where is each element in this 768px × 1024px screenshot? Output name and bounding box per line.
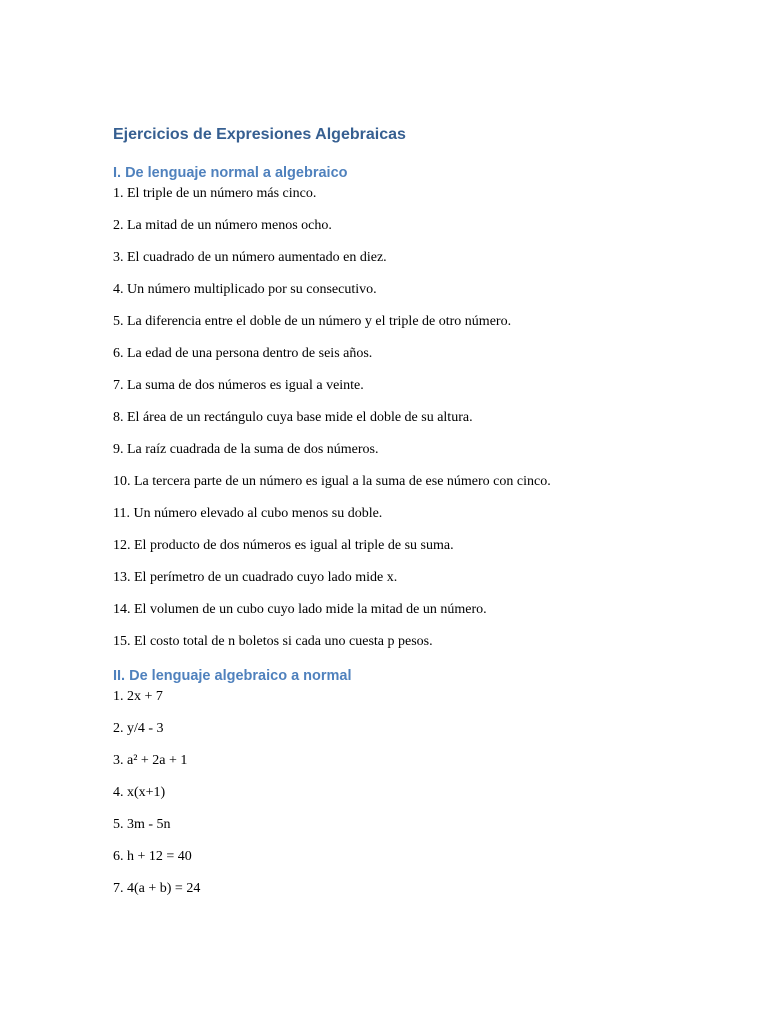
- exercise-item: 5. La diferencia entre el doble de un número y el triple de otro número.: [113, 314, 512, 329]
- exercise-item: 7. La suma de dos números es igual a veinte.: [113, 378, 364, 393]
- document-page: [113, 124, 733, 910]
- exercise-item: 13. El perímetro de un cuadrado cuyo lado mide x.: [113, 570, 398, 585]
- exercise-item: 9. La raíz cuadrada de la suma de dos números.: [113, 442, 379, 457]
- exercise-item: 12. El producto de dos números es igual al triple de su suma.: [113, 538, 454, 553]
- section-heading-1: I. De lenguaje normal a algebraico: [113, 165, 348, 181]
- exercise-item: 11. Un número elevado al cubo menos su doble.: [113, 506, 383, 521]
- exercise-list-2: [113, 686, 733, 910]
- exercise-item: 14. El volumen de un cubo cuyo lado mide la mitad de un número.: [113, 602, 487, 617]
- expression-item: 5. 3m - 5n: [113, 817, 171, 832]
- exercise-item: 8. El área de un rectángulo cuya base mide el doble de su altura.: [113, 410, 473, 425]
- page-title: Ejercicios de Expresiones Algebraicas: [113, 126, 406, 143]
- exercise-item: 6. La edad de una persona dentro de seis años.: [113, 346, 373, 361]
- exercise-item: 2. La mitad de un número menos ocho.: [113, 218, 332, 233]
- expression-item: 6. h + 12 = 40: [113, 849, 192, 864]
- exercise-item: 10. La tercera parte de un número es igual a la suma de ese número con cinco.: [113, 474, 551, 489]
- exercise-item: 1. El triple de un número más cinco.: [113, 186, 317, 201]
- expression-item: 4. x(x+1): [113, 785, 166, 800]
- expression-item: 3. a² + 2a + 1: [113, 753, 188, 768]
- exercise-item: 15. El costo total de n boletos si cada uno cuesta p pesos.: [113, 634, 433, 649]
- expression-item: 1. 2x + 7: [113, 689, 163, 704]
- section-heading-2: II. De lenguaje algebraico a normal: [113, 668, 352, 684]
- expression-item: 2. y/4 - 3: [113, 721, 164, 736]
- expression-item: 7. 4(a + b) = 24: [113, 881, 201, 896]
- exercise-item: 4. Un número multiplicado por su consecutivo.: [113, 282, 377, 297]
- exercise-list-1: [113, 183, 733, 663]
- exercise-item: 3. El cuadrado de un número aumentado en diez.: [113, 250, 387, 265]
